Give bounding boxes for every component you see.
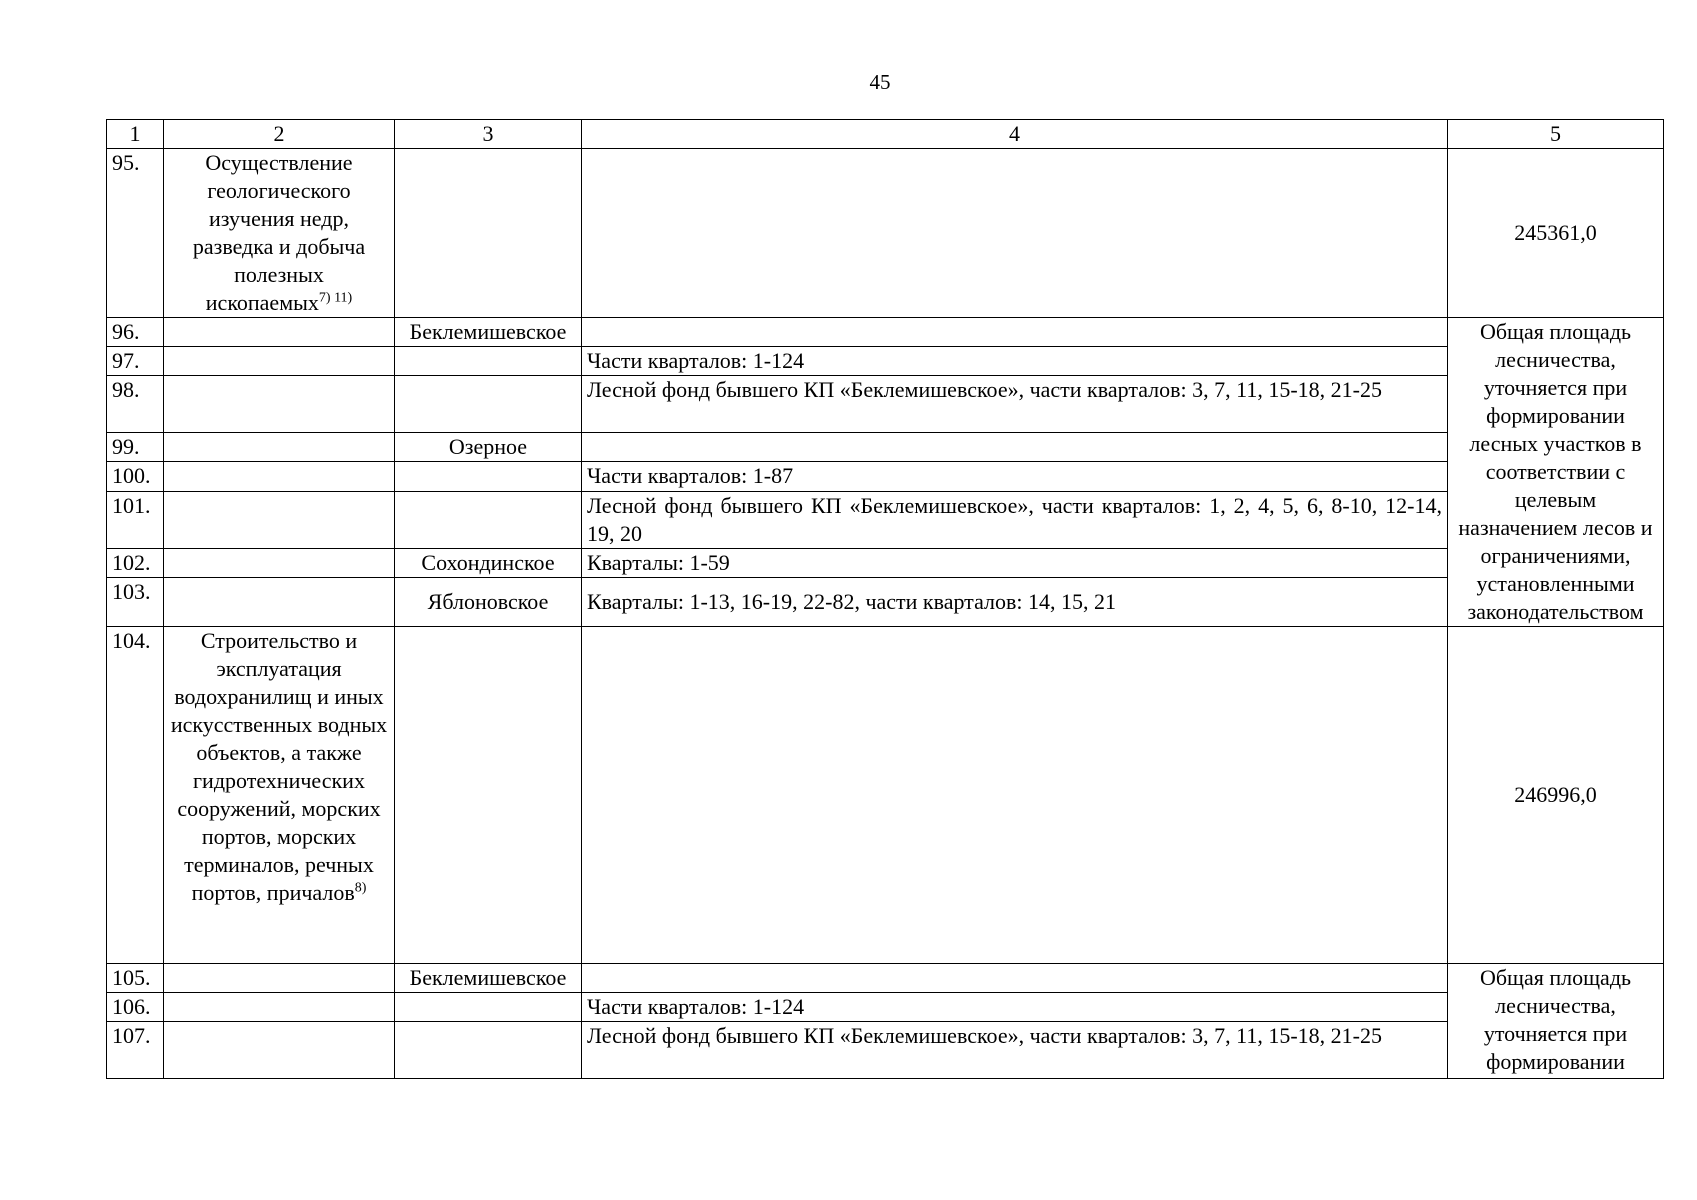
row-purpose: [164, 491, 395, 548]
row-quarters: Лесной фонд бывшего КП «Беклемишевское», части кварталов: 3, 7, 11, 15-18, 21-25: [582, 1022, 1448, 1079]
row-quarters: Кварталы: 1-59: [582, 548, 1448, 577]
row-quarters: [582, 149, 1448, 318]
row-purpose: [164, 462, 395, 491]
row-forestry: [395, 627, 582, 964]
row-quarters: Кварталы: 1-13, 16-19, 22-82, части кварталов: 14, 15, 21: [582, 577, 1448, 626]
row-number: 104.: [107, 627, 164, 964]
table-row: [107, 318, 1664, 347]
purpose-text: Строительство и эксплуатация водохранилищ и иных искусственных водных объектов, а также гидротехнических сооружений, морских портов, морских терминалов, речных портов, причалов: [170, 628, 388, 905]
row-forestry: Озерное: [395, 433, 582, 462]
row-purpose: [164, 993, 395, 1022]
header-col-2: 2: [164, 120, 395, 149]
row-purpose: [164, 964, 395, 993]
row-forestry: Яблоновское: [395, 577, 582, 626]
row-forestry: [395, 347, 582, 376]
row-forestry: [395, 491, 582, 548]
table-row: [107, 433, 1664, 462]
footnote-ref: 7) 11): [318, 290, 353, 306]
row-forestry: [395, 993, 582, 1022]
footnote-ref: 8): [354, 880, 367, 896]
row-purpose: [164, 577, 395, 626]
row-purpose: [164, 627, 395, 964]
header-col-5: 5: [1448, 120, 1664, 149]
row-number: 105.: [107, 964, 164, 993]
row-quarters: Лесной фонд бывшего КП «Беклемишевское», части кварталов: 1, 2, 4, 5, 6, 8-10, 12-14, 19, 20: [582, 491, 1448, 548]
header-col-4: 4: [582, 120, 1448, 149]
table-row: [107, 548, 1664, 577]
row-forestry: Беклемишевское: [395, 318, 582, 347]
table-row: [107, 1022, 1664, 1079]
row-quarters: [582, 964, 1448, 993]
row-quarters: [582, 433, 1448, 462]
table-row: [107, 462, 1664, 491]
table-row: [107, 149, 1664, 318]
table-row: [107, 993, 1664, 1022]
row-number: 100.: [107, 462, 164, 491]
purpose-text: Осуществление геологического изучения недр, разведка и добыча полезных ископаемых: [192, 150, 366, 315]
page-number: 45: [869, 70, 891, 94]
row-quarters: Лесной фонд бывшего КП «Беклемишевское», части кварталов: 3, 7, 11, 15-18, 21-25: [582, 376, 1448, 433]
row-number: 103.: [107, 577, 164, 626]
row-number: 99.: [107, 433, 164, 462]
table-row: [107, 347, 1664, 376]
table-row: [107, 577, 1664, 626]
row-area: 245361,0: [1448, 149, 1664, 318]
table-row: [107, 491, 1664, 548]
row-number: 96.: [107, 318, 164, 347]
row-quarters: Части кварталов: 1-87: [582, 462, 1448, 491]
row-number: 102.: [107, 548, 164, 577]
row-forestry: [395, 1022, 582, 1079]
row-number: 97.: [107, 347, 164, 376]
row-purpose: [164, 149, 395, 318]
row-forestry: [395, 376, 582, 433]
row-number: 98.: [107, 376, 164, 433]
row-forestry: Беклемишевское: [395, 964, 582, 993]
row-number: 107.: [107, 1022, 164, 1079]
row-forestry: [395, 462, 582, 491]
row-number: 101.: [107, 491, 164, 548]
table-header-row: [107, 120, 1664, 149]
row-number: 95.: [107, 149, 164, 318]
row-quarters: [582, 627, 1448, 964]
area-note: Общая площадь лесничества, уточняется при формировании: [1448, 964, 1664, 1079]
row-purpose: [164, 376, 395, 433]
table-row: [107, 376, 1664, 433]
header-col-3: 3: [395, 120, 582, 149]
row-forestry: Сохондинское: [395, 548, 582, 577]
row-number: 106.: [107, 993, 164, 1022]
row-forestry: [395, 149, 582, 318]
area-note: Общая площадь лесничества, уточняется при формировании лесных участков в соответствии с целевым назначением лесов и ограничениями, установленными законодательством: [1448, 318, 1664, 627]
row-purpose: [164, 347, 395, 376]
table-row: [107, 964, 1664, 993]
forestry-table: [106, 119, 1664, 1079]
row-purpose: [164, 433, 395, 462]
row-area: 246996,0: [1448, 627, 1664, 964]
header-col-1: 1: [107, 120, 164, 149]
table-row: [107, 627, 1664, 964]
row-quarters: Части кварталов: 1-124: [582, 993, 1448, 1022]
row-quarters: Части кварталов: 1-124: [582, 347, 1448, 376]
row-purpose: [164, 548, 395, 577]
row-quarters: [582, 318, 1448, 347]
row-purpose: [164, 318, 395, 347]
row-purpose: [164, 1022, 395, 1079]
